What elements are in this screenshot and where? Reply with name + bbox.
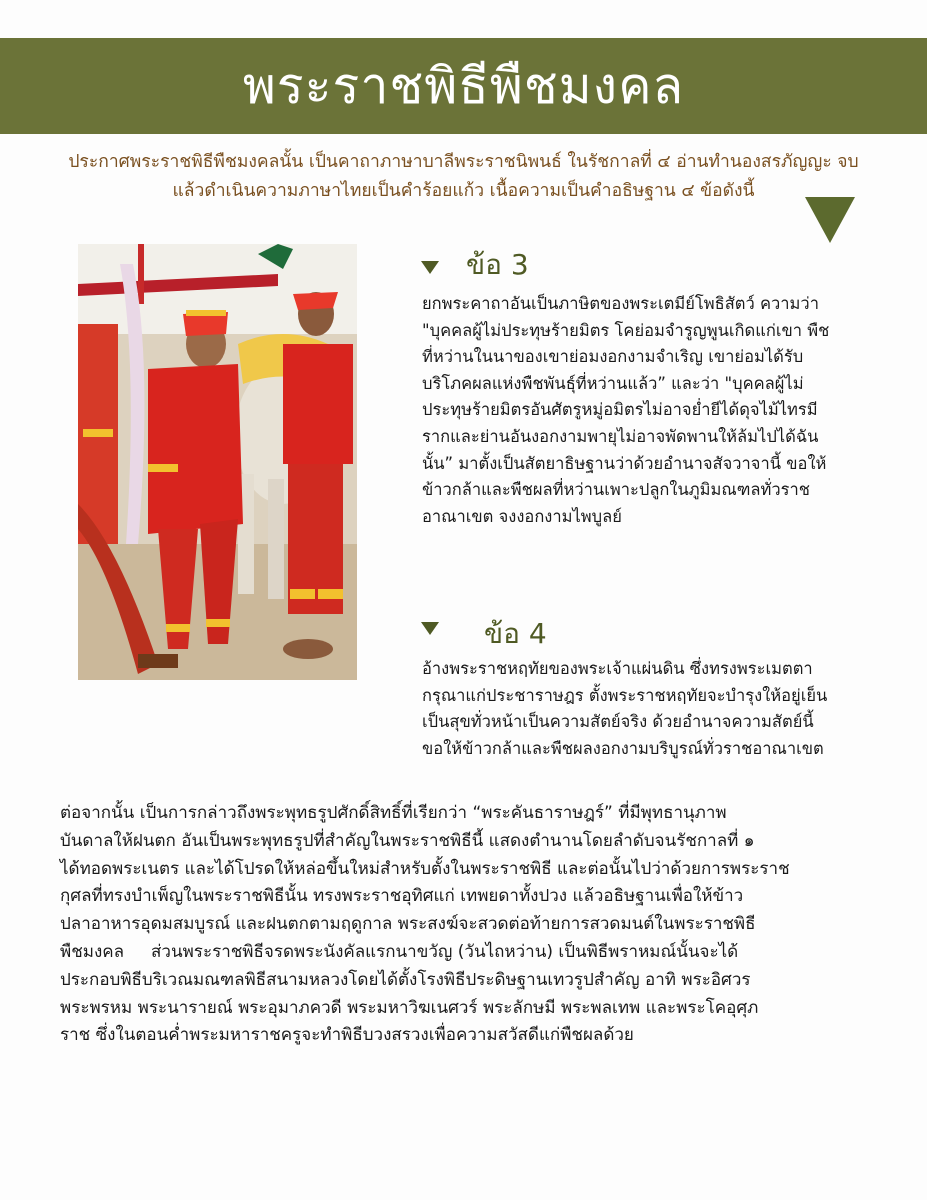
ceremony-illustration — [78, 244, 357, 680]
item4-line: เป็นสุขทั่วหน้าเป็นความสัตย์จริง ด้วยอำนาจความสัตย์นี้ — [422, 712, 814, 732]
intro-line: แล้วดำเนินความภาษาไทยเป็นคำร้อยแก้ว เนื้อความเป็นคำอธิษฐาน ๔ ข้อดังนี้ — [172, 181, 755, 201]
item4-line: ขอให้ข้าวกล้าและพืชผลงอกงามบริบูรณ์ทั่วราชอาณาเขต — [422, 738, 824, 758]
body-line: บันดาลให้ฝนตก อันเป็นพระพุทธรูปที่สำคัญในพระราชพิธีนี้ แสดงตำนานโดยลำดับจนรัชกาลที่ ๑ — [60, 830, 755, 851]
item3-line: ประทุษร้ายมิตรอันศัตรูหมู่อมิตรไม่อาจย่ำยีได้ดุจไม้ไทรมี — [422, 400, 818, 420]
page-title: พระราชพิธีพืชมงคล — [242, 56, 685, 115]
item3-line: ข้าวกล้าและพืชผลที่หว่านเพาะปลูกในภูมิมณฑลทั่วราช — [422, 480, 810, 500]
item3-text — [422, 291, 902, 530]
body-paragraph — [60, 800, 910, 1050]
item4-line: อ้างพระราชหฤทัยของพระเจ้าแผ่นดิน ซึ่งทรงพระเมตตา — [422, 659, 813, 678]
body-line: พืชมงคล ส่วนพระราชพิธีจรดพระนังคัลแรกนาขวัญ (วันไถหว่าน) เป็นพิธีพราหมณ์นั้นจะได้ — [60, 941, 739, 962]
item3-line: อาณาเขต จงงอกงามไพบูลย์ — [422, 506, 622, 526]
item3-line: ยกพระคาถาอันเป็นภาษิตของพระเตมีย์โพธิสัตว์ ความว่า — [422, 294, 819, 313]
intro-line: ประกาศพระราชพิธีพืชมงคลนั้น เป็นคาถาภาษาบาลีพระราชนิพนธ์ ในรัชกาลที่ ๔ อ่านทำนองสรภัญญะ จบ — [68, 152, 859, 172]
item3-triangle-icon — [421, 261, 439, 274]
body-line: ราช ซึ่งในตอนค่ำพระมหาราชครูจะทำพิธีบวงสรวงเพื่อความสวัสดีแก่พืชผลด้วย — [60, 1025, 634, 1046]
item4-triangle-icon — [421, 622, 439, 635]
body-line: ได้ทอดพระเนตร และได้โปรดให้หล่อขึ้นใหม่สำหรับตั้งในพระราชพิธี และต่อนั้นไปว่าด้วยการพระราช — [60, 858, 790, 879]
item4-heading: ข้อ 4 — [484, 617, 547, 650]
triangle-decoration-icon — [805, 197, 855, 243]
item4-line: กรุณาแก่ประชาราษฎร ตั้งพระราชหฤทัยจะบำรุงให้อยู่เย็น — [422, 685, 828, 705]
item3-line: นั้น” มาตั้งเป็นสัตยาธิษฐานว่าด้วยอำนาจสัจวาจานี้ ขอให้ — [422, 453, 827, 473]
body-line: ประกอบพิธีบริเวณมณฑลพิธีสนามหลวงโดยได้ตั้งโรงพิธีประดิษฐานเทวรูปสำคัญ อาทิ พระอิศวร — [60, 969, 751, 990]
item3-heading: ข้อ 3 — [466, 248, 529, 281]
item3-line: "บุคคลผู้ไม่ประทุษร้ายมิตร โคย่อมจำรูญพูนเกิดแก่เขา พืช — [422, 320, 830, 340]
item4-text — [422, 656, 902, 762]
body-line: ปลาอาหารอุดมสมบูรณ์ และฝนตกตามฤดูกาล พระสงฆ์จะสวดต่อท้ายการสวดมนต์ในพระราชพิธี — [60, 914, 756, 935]
title-banner — [0, 38, 927, 134]
item3-line: ที่หว่านในนาของเขาย่อมงอกงามจำเริญ เขาย่อมได้รับ — [422, 347, 804, 367]
body-line: ต่อจากนั้น เป็นการกล่าวถึงพระพุทธรูปศักดิ์สิทธิ์ที่เรียกว่า “พระคันธาราษฎร์” ที่มีพุทธานุภาพ — [60, 803, 727, 823]
body-line: พระพรหม พระนารายณ์ พระอุมาภควดี พระมหาวิฆเนศวร์ พระลักษมี พระพลเทพ และพระโคอุศุภ — [60, 997, 759, 1018]
item3-line: บริโภคผลแห่งพืชพันธุ์ที่หว่านแล้ว” และว่า "บุคคลผู้ไม่ — [422, 373, 804, 393]
item3-line: รากและย่านอันงอกงามพายุไม่อาจพัดพานให้ล้มไปได้ฉัน — [422, 426, 819, 446]
body-line: กุศลที่ทรงบำเพ็ญในพระราชพิธีนั้น ทรงพระราชอุทิศแก่ เทพยดาทั้งปวง แล้วอธิษฐานเพื่อให้ข้าว — [60, 886, 744, 907]
ceremony-photo — [78, 244, 357, 680]
intro-text — [0, 148, 927, 206]
